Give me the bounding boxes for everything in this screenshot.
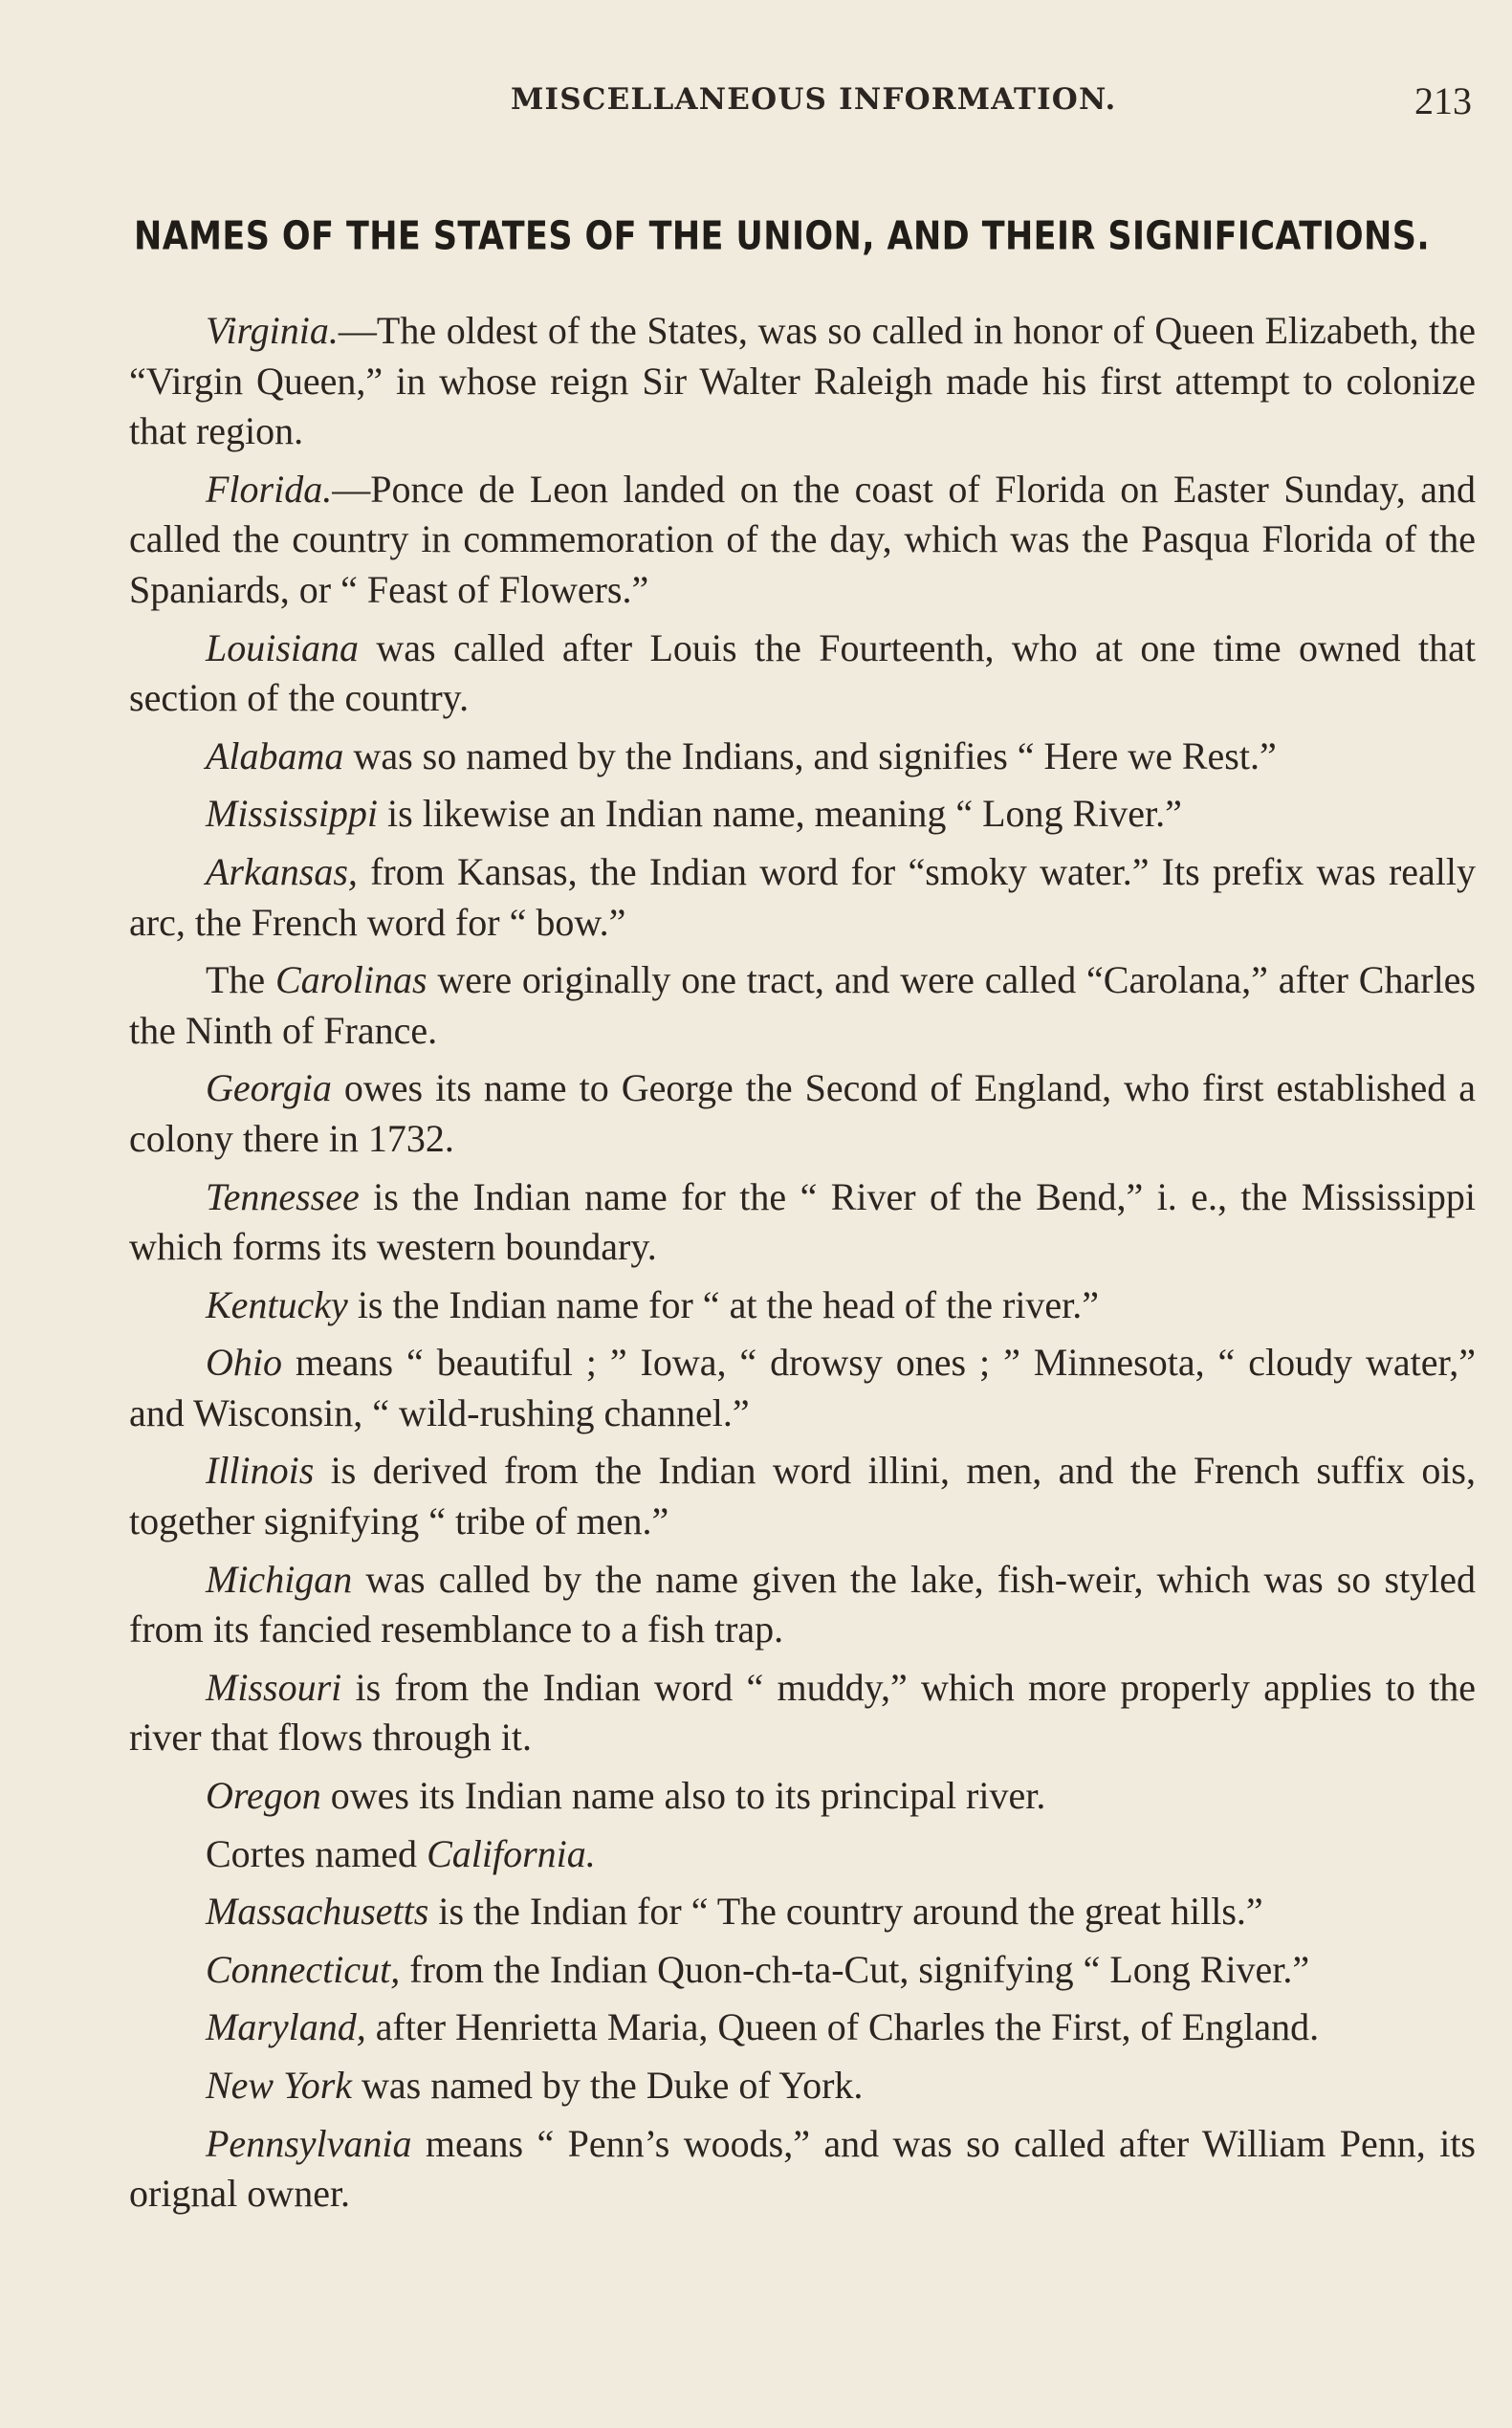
paragraph-maryland: Maryland, after Henrietta Maria, Queen of Charles the First, of England. [206, 2005, 1320, 2049]
paragraph-arkansas: Arkansas, from Kansas, the Indian word for “smoky water.” Its prefix was really arc, the French word for “ bow.” [129, 849, 1476, 944]
paragraph-connecticut: Connecticut, from the Indian Quon-ch-ta-Cut, signifying “ Long River.” [206, 1947, 1310, 1991]
paragraph-louisiana: Louisiana was called after Louis the Fourteenth, who at one time owned that section of the country. [129, 625, 1476, 720]
paragraph-new-york: New York was named by the Duke of York. [206, 2064, 864, 2107]
running-head [0, 78, 1512, 126]
state-name: Tennessee [206, 1174, 360, 1218]
state-name: Massachusetts [206, 1890, 429, 1934]
state-name: Mississippi [206, 792, 379, 836]
paragraph-mississippi: Mississippi is likewise an Indian name, meaning “ Long River.” [206, 792, 1182, 836]
state-name: Missouri [206, 1665, 342, 1709]
paragraph-missouri: Missouri is from the Indian word “ muddy,” which more properly applies to the river that flows through it. [129, 1665, 1476, 1760]
state-name: Alabama [206, 733, 344, 777]
state-name: Maryland, [206, 2005, 366, 2049]
paragraph-virginia: Virginia.—The oldest of the States, was so called in honor of Queen Elizabeth, the “Virgin Queen,” in whose reign Sir Walter Raleigh made his first attempt to colonize that region. [129, 309, 1476, 453]
paragraph-alabama: Alabama was so named by the Indians, and signifies “ Here we Rest.” [206, 733, 1277, 777]
paragraph-tennessee: Tennessee is the Indian name for the “ River of the Bend,” i. e., the Mississippi which forms its western boundary. [129, 1174, 1476, 1269]
state-name: Ohio [206, 1341, 282, 1385]
state-name: Michigan [206, 1557, 353, 1601]
state-name: Georgia [206, 1066, 332, 1110]
running-title: MISCELLANEOUS INFORMATION. [511, 82, 1117, 117]
paragraph-oregon: Oregon owes its Indian name also to its principal river. [206, 1774, 1046, 1818]
state-name: California. [427, 1831, 596, 1875]
state-name: Illinois [206, 1449, 315, 1493]
state-name: Florida. [206, 467, 333, 511]
state-name: Kentucky [206, 1282, 348, 1326]
body-text [129, 306, 1476, 2227]
state-name: Louisiana [206, 625, 360, 669]
state-name: Arkansas, [206, 849, 358, 893]
paragraph-ohio: Ohio means “ beautiful ; ” Iowa, “ drowsy ones ; ” Minnesota, “ cloudy water,” and Wisconsin, “ wild-rushing channel.” [129, 1341, 1476, 1434]
paragraph-carolinas: The Carolinas were originally one tract, and were called “Carolana,” after Charles the Ninth of France. [129, 958, 1476, 1052]
state-name: New York [206, 2064, 353, 2107]
state-name: Carolinas [275, 958, 427, 1002]
paragraph-illinois: Illinois is derived from the Indian word illini, men, and the French suffix ois, together signifying “ tribe of men.” [129, 1449, 1476, 1543]
state-name: Virginia. [206, 309, 339, 352]
section-heading: NAMES OF THE STATES OF THE UNION, AND THEIR SIGNIFICATIONS. [134, 214, 1431, 260]
state-name: Pennsylvania [206, 2121, 412, 2165]
state-name: Connecticut, [206, 1947, 401, 1991]
paragraph-georgia: Georgia owes its name to George the Second of England, who first established a colony there in 1732. [129, 1066, 1476, 1160]
paragraph-michigan: Michigan was called by the name given the lake, fish-weir, which was so styled from its fancied resemblance to a fish trap. [129, 1557, 1476, 1651]
page-number: 213 [1414, 79, 1472, 122]
paragraph-massachusetts: Massachusetts is the Indian for “ The country around the great hills.” [206, 1890, 1263, 1934]
state-name: Oregon [206, 1774, 321, 1818]
paragraph-pennsylvania: Pennsylvania means “ Penn’s woods,” and was so called after William Penn, its orignal owner. [129, 2121, 1476, 2216]
paragraph-california: Cortes named California. [206, 1831, 596, 1875]
paragraph-florida: Florida.—Ponce de Leon landed on the coast of Florida on Easter Sunday, and called the country in commemoration of the day, which was the Pasqua Florida of the Spaniards, or “ Feast of Flowers.” [129, 467, 1476, 611]
paragraph-kentucky: Kentucky is the Indian name for “ at the head of the river.” [206, 1282, 1100, 1326]
